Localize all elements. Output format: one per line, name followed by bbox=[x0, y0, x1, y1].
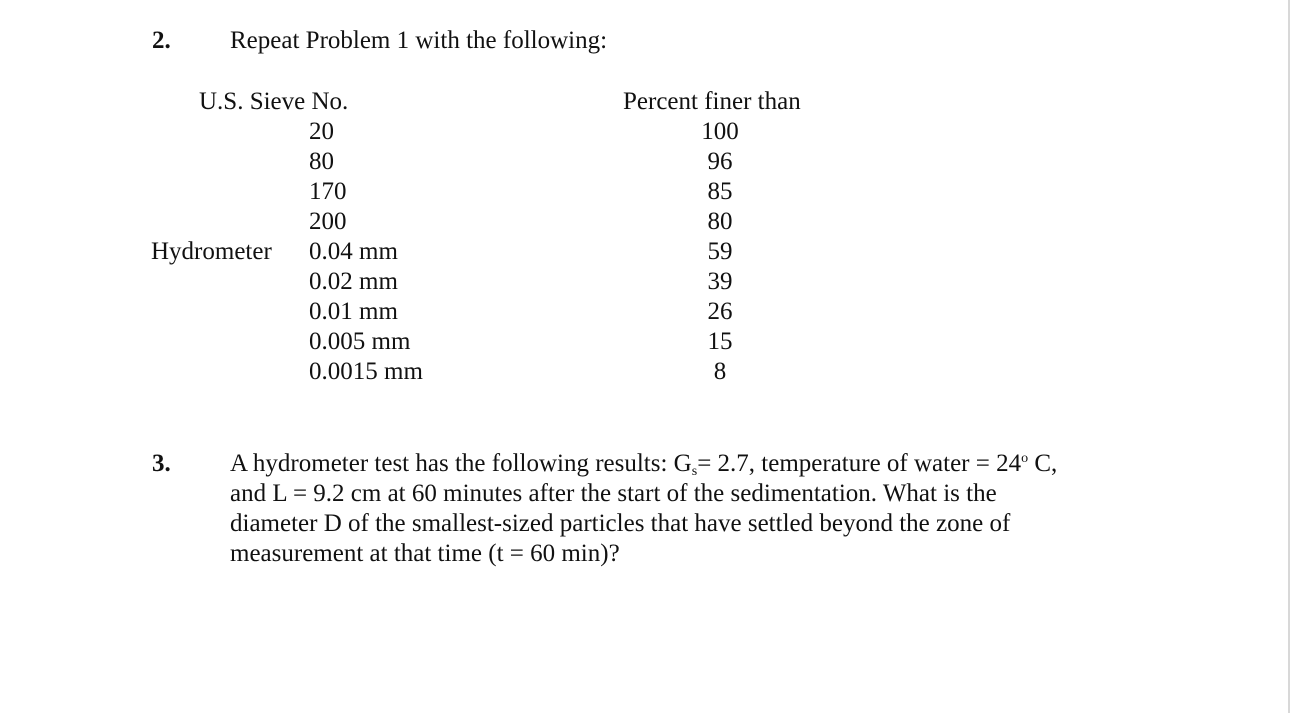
percent-value: 100 bbox=[701, 118, 739, 145]
percent-value: 85 bbox=[707, 178, 733, 205]
percent-value: 8 bbox=[713, 358, 727, 385]
sieve-value: 170 bbox=[309, 178, 347, 205]
percent-value: 59 bbox=[707, 238, 733, 265]
percent-value: 15 bbox=[707, 328, 733, 355]
gs-subscript: s bbox=[691, 464, 698, 479]
percent-value: 80 bbox=[707, 208, 733, 235]
sieve-value: 20 bbox=[309, 118, 334, 145]
problem-3-text-part3: C, and L = 9.2 cm at 60 minutes after the start of the sedimentation. What is the diameter D of the smallest-sized particles that have settled beyond the zone of measurement at that time (t = 60 min)? bbox=[230, 450, 1058, 567]
sieve-value: 0.04 mm bbox=[309, 238, 398, 265]
sieve-value: 0.005 mm bbox=[309, 328, 411, 355]
percent-value: 39 bbox=[707, 268, 733, 295]
percent-value: 96 bbox=[707, 148, 733, 175]
problem-2-number: 2. bbox=[152, 27, 171, 54]
sieve-column-header: U.S. Sieve No. bbox=[199, 88, 349, 115]
degree-symbol: o bbox=[1021, 451, 1029, 466]
percent-value: 26 bbox=[707, 298, 733, 325]
sieve-value: 0.02 mm bbox=[309, 268, 398, 295]
problem-3-text-part1: A hydrometer test has the following results: G bbox=[230, 450, 692, 477]
problem-3-text-part2: = 2.7, temperature of water = 24 bbox=[697, 450, 1022, 477]
hydrometer-label: Hydrometer bbox=[151, 238, 272, 265]
sieve-value: 0.0015 mm bbox=[309, 358, 423, 385]
sieve-value: 200 bbox=[309, 208, 347, 235]
percent-column-header: Percent finer than bbox=[623, 88, 801, 115]
sieve-value: 80 bbox=[309, 148, 334, 175]
problem-2-prompt: Repeat Problem 1 with the following: bbox=[230, 27, 608, 54]
problem-3-text bbox=[230, 449, 1090, 569]
problem-3-number: 3. bbox=[152, 450, 171, 477]
sieve-value: 0.01 mm bbox=[309, 298, 398, 325]
